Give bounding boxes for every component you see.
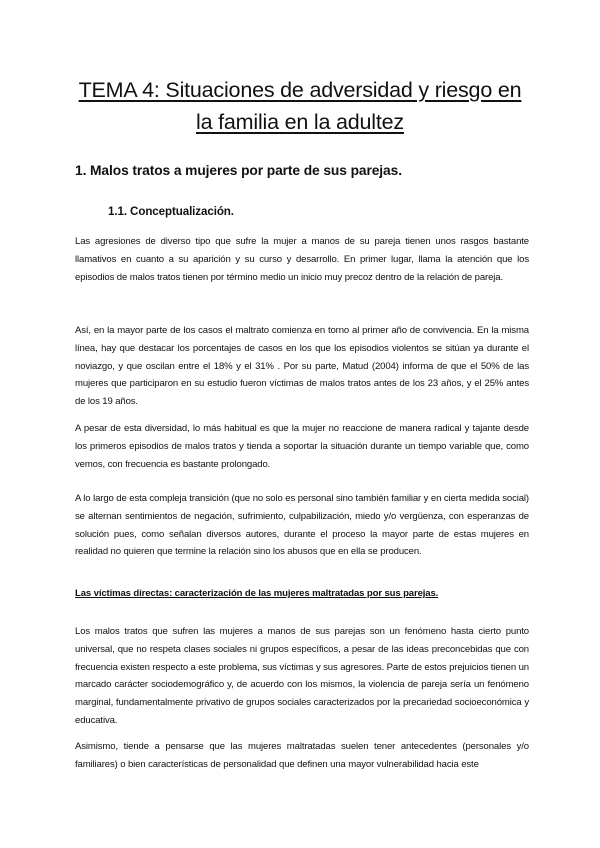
paragraph-3: A pesar de esta diversidad, lo más habitual es que la mujer no reaccione de manera radical y tajante desde los primeros episodios de malos tratos y tienda a soportar la situación durante un tiempo variable que, como vemos, con frecuencia es bastante prolongado. [75,423,529,470]
section-heading: 1. Malos tratos a mujeres por parte de sus parejas. [75,163,402,178]
title-line-1: TEMA 4: Situaciones de adversidad y riesgo en [78,78,522,102]
paragraph-1: Las agresiones de diverso tipo que sufre la mujer a manos de su pareja tienen unos rasgos bastante llamativos en cuanto a su aparición y su curso y desarrollo. En primer lugar, llama la atención que los episodios de malos tratos tienen por término medio un inicio muy precoz dentro de la relación de pareja. [75,236,529,283]
victims-subheading: Las víctimas directas: caracterización de las mujeres maltratadas por sus parejas. [75,588,439,599]
paragraph-5: Los malos tratos que sufren las mujeres a manos de sus parejas son un fenómeno hasta cierto punto universal, que no respeta clases sociales ni grupos específicos, a pesar de las ideas preconcebidas que con frecuencia existen respecto a este problema, sus víctimas y sus agresores. Parte de estos prejuicios tienen un marcado carácter sociodemográfico y, de acuerdo con los mismos, la violencia de pareja sería un fenómeno marginal, fundamentalmente privativo de grupos sociales caracterizados por la precariedad socioeconómica y educativa. [75,626,529,726]
title-line-2: la familia en la adultez [196,110,404,134]
paragraph-4: A lo largo de esta compleja transición (que no solo es personal sino también familiar y en cierta medida social) se alternan sentimientos de negación, sufrimiento, culpabilización, miedo y/o vergüenza, con esperanzas de solución pues, como señalan diversos autores, durante el proceso la mayor parte de estas mujeres en realidad no quieren que termine la relación sino los abusos que en ella se producen. [75,493,529,558]
paragraph-2: Así, en la mayor parte de los casos el maltrato comienza en torno al primer año de convivencia. En la misma línea, hay que destacar los porcentajes de casos en los que los episodios violentos se sitúan ya durante el noviazgo, y que oscilan entre el 18% y el 31% . Por su parte, Matud (2004) informa de que el 50% de las mujeres que participaron en su estudio fueron víctimas de malos tratos antes de los 23 años, y el 25% antes de los 19 años. [75,325,529,408]
paragraph-6: Asimismo, tiende a pensarse que las mujeres maltratadas suelen tener antecedentes (personales y/o familiares) o bien características de personalidad que definen una mayor vulnerabilidad hacia este [75,741,529,770]
document-title [60,74,540,138]
subsection-heading: 1.1. Conceptualización. [108,205,234,218]
